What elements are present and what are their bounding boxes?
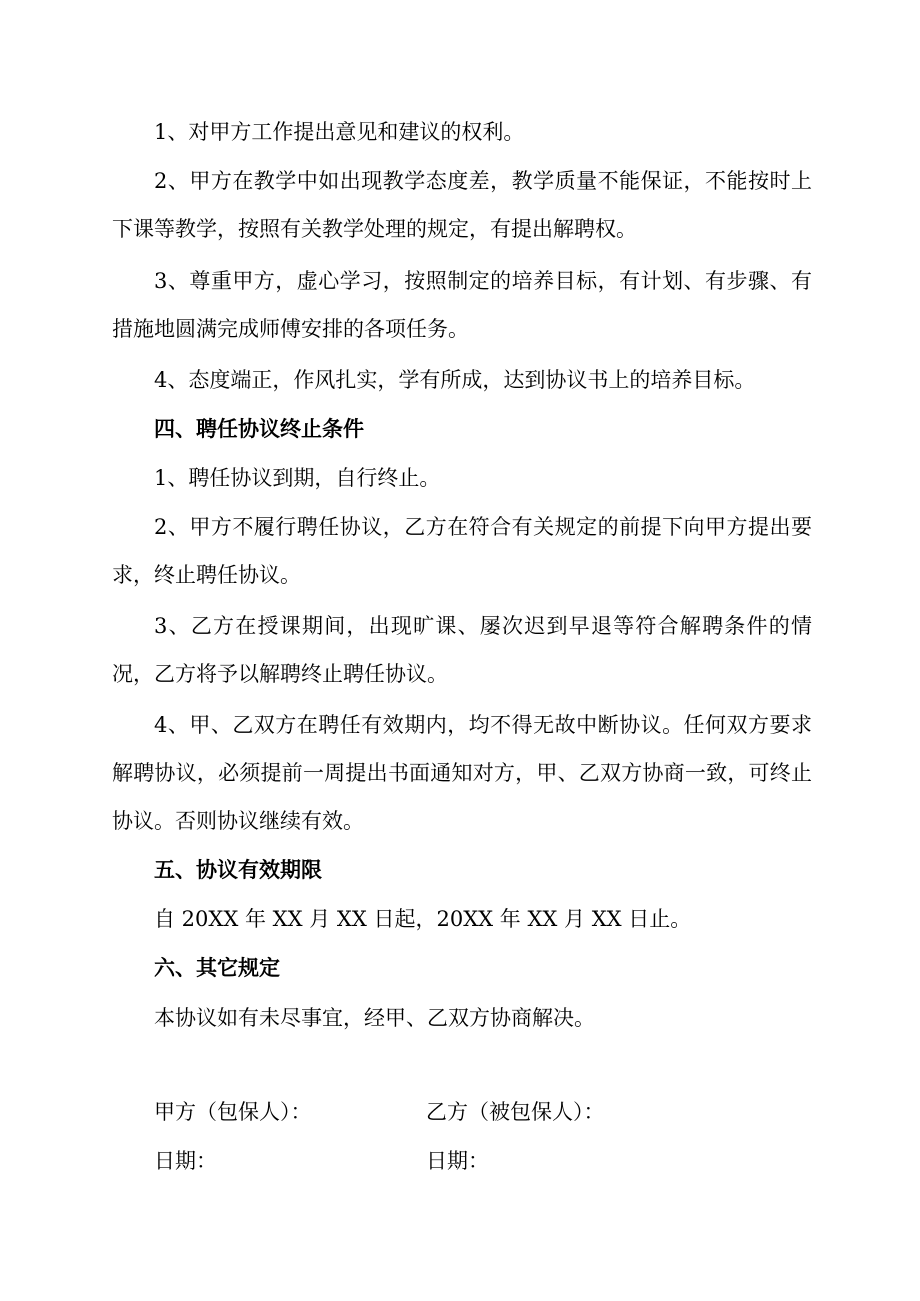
section-5-text — [112, 895, 812, 943]
section-4-item-2 — [112, 503, 812, 599]
section-4-item-1 — [112, 454, 812, 502]
paragraph-3 — [112, 257, 812, 353]
section-4-item-4 — [112, 701, 812, 845]
section-4-item-3 — [112, 602, 812, 698]
paragraph-4-text: 4、态度端正，作风扎实，学有所成，达到协议书上的培养目标。 — [154, 368, 756, 392]
paragraph-4 — [112, 356, 812, 404]
party-a-date-label: 日期： — [154, 1149, 217, 1173]
section-4-item-1-text: 1、聘任协议到期，自行终止。 — [154, 466, 441, 490]
paragraph-1-text: 1、对甲方工作提出意见和建议的权利。 — [154, 120, 525, 144]
paragraph-1 — [112, 108, 812, 156]
section-5-heading: 五、协议有效期限 — [154, 857, 322, 882]
section-4-heading: 四、聘任协议终止条件 — [154, 416, 364, 441]
party-b-label: 乙方（被包保人）： — [426, 1100, 605, 1124]
paragraph-3-text: 3、尊重甲方，虚心学习，按照制定的培养目标，有计划、有步骤、有措施地圆满完成师傅安排的各项任务。 — [112, 269, 812, 341]
paragraph-2 — [112, 157, 812, 253]
party-a-label: 甲方（包保人）： — [154, 1100, 312, 1124]
validity-period-text: 自 20XX 年 XX 月 XX 日起，20XX 年 XX 月 XX 日止。 — [154, 907, 692, 931]
section-4-item-4-text: 4、甲、乙双方在聘任有效期内，均不得无故中断协议。任何双方要求解聘协议，必须提前一周提出书面通知对方，甲、乙双方协商一致，可终止协议。否则协议继续有效。 — [112, 713, 812, 833]
section-6-text — [112, 994, 812, 1042]
section-4-item-2-text: 2、甲方不履行聘任协议，乙方在符合有关规定的前提下向甲方提出要求，终止聘任协议。 — [112, 515, 812, 587]
section-4-item-3-text: 3、乙方在授课期间，出现旷课、屡次迟到早退等符合解聘条件的情况，乙方将予以解聘终止聘任协议。 — [112, 614, 812, 686]
other-provisions-text: 本协议如有未尽事宜，经甲、乙双方协商解决。 — [154, 1006, 595, 1030]
paragraph-2-text: 2、甲方在教学中如出现教学态度差，教学质量不能保证，不能按时上下课等教学，按照有关教学处理的规定，有提出解聘权。 — [112, 169, 812, 241]
section-6-heading: 六、其它规定 — [154, 955, 280, 980]
party-b-date-label: 日期： — [426, 1149, 489, 1173]
